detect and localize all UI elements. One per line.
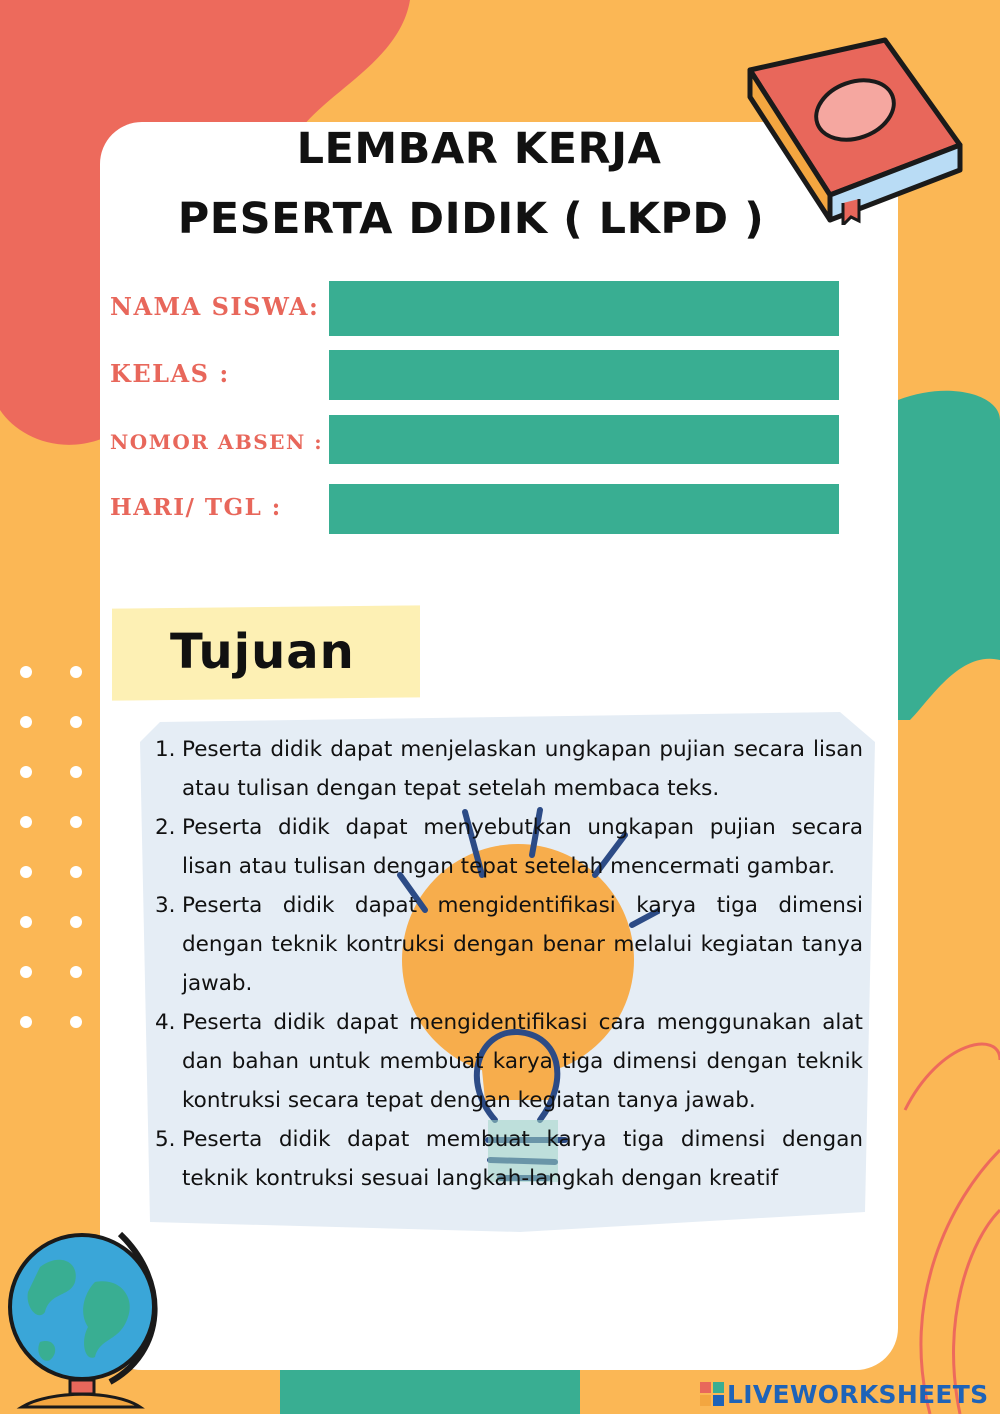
list-item: [155, 886, 863, 1003]
list-item-number: 4.: [155, 1010, 176, 1035]
kelas-field[interactable]: [329, 350, 839, 400]
list-item-text: Peserta didik dapat menyebutkan ungkapan pujian secara lisan atau tulisan dengan tepat setelah mencermati gambar.: [182, 815, 863, 879]
nama-siswa-field[interactable]: [329, 281, 839, 336]
list-item-number: 1.: [155, 737, 176, 762]
hari-tgl-field[interactable]: [329, 484, 839, 534]
field-label-nama-siswa: NAMA SISWA:: [110, 292, 320, 321]
list-item: [155, 1003, 863, 1120]
list-item-text: Peserta didik dapat mengidentifikasi cara menggunakan alat dan bahan untuk membuat karya tiga dimensi dengan teknik kontruksi secara tepat dengan kegiatan tanya jawab.: [182, 1010, 863, 1113]
list-item-text: Peserta didik dapat menjelaskan ungkapan pujian secara lisan atau tulisan dengan tepat setelah membaca teks.: [182, 737, 863, 801]
list-item-text: Peserta didik dapat mengidentifikasi karya tiga dimensi dengan teknik kontruksi dengan benar melalui kegiatan tanya jawab.: [182, 893, 863, 996]
list-item-number: 2.: [155, 815, 176, 840]
liveworksheets-logo-icon: [700, 1382, 724, 1406]
nomor-absen-field[interactable]: [329, 415, 839, 464]
list-item-number: 5.: [155, 1127, 176, 1152]
teal-blob-right: [898, 391, 1000, 720]
field-label-hari-tgl: HARI/ TGL :: [110, 494, 282, 521]
brand-name: LIVEWORKSHEETS: [727, 1379, 989, 1409]
coral-lines: [905, 1044, 1000, 1414]
list-item: [155, 1120, 863, 1198]
section-heading: Tujuan: [170, 624, 355, 680]
list-item-text: Peserta didik dapat membuat karya tiga dimensi dengan teknik kontruksi sesuai langkah-langkah dengan kreatif: [182, 1127, 863, 1191]
list-item-number: 3.: [155, 893, 176, 918]
page-title-line1: LEMBAR KERJA: [296, 124, 662, 174]
list-item: [155, 808, 863, 886]
list-item: [155, 730, 863, 808]
field-label-kelas: KELAS :: [110, 359, 230, 388]
globe-icon: [0, 1222, 170, 1412]
footer-brand[interactable]: [700, 1378, 988, 1410]
page-title-line2: PESERTA DIDIK ( LKPD ): [177, 194, 765, 244]
goals-list: [155, 730, 863, 1198]
dots-decoration: [14, 660, 94, 1050]
field-label-nomor-absen: NOMOR ABSEN :: [110, 430, 324, 454]
